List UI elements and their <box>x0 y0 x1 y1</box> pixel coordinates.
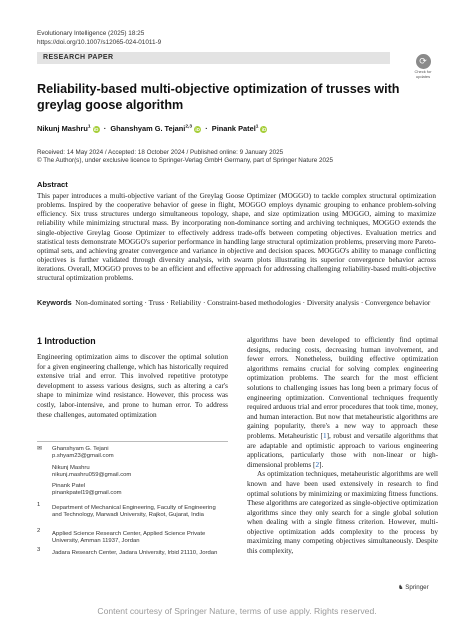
orcid-icon[interactable]: iD <box>195 126 200 132</box>
keywords-text: Non-dominated sorting · Truss · Reliability · Constraint-based methodologies · Diversity analysis · Convergence behavior <box>75 299 431 307</box>
courtesy-notice: Content courtesy of Springer Nature, terms of use apply. Rights reserved. <box>97 606 377 616</box>
paragraph-text: ], robust and versatile algorithms that are adaptable and optimistic approach to various engineering applications, particularly those with non-linear or high-dimensional problems [ <box>247 431 438 469</box>
orcid-icon[interactable]: iD <box>93 126 99 132</box>
author-contact-email[interactable]: pinankpatel19@gmail.com <box>52 490 122 497</box>
publisher-logo <box>398 584 429 591</box>
abstract-text: This paper introduces a multi-objective variant of the Greylag Goose Optimizer (MOGGO) to tackle complex structural optimization problems. Inspired by the cooperative behavior of geese in flight, MOGGO employs dynamic grouping to enhance problem-solving efficiency. Six truss structures undergo simultaneous topology, shape, and size optimization using MOGGO, aiming to maximize reliability while minimizing structural mass. By incorporating non-dominance sorting and archiving techniques, MOGGO extends the single-objective Greylag Goose Optimizer to effectively address trade-offs between competing objectives. Evaluation metrics and statistical tests demonstrate MOGGO's superior performance in handling large structural optimization problems, preserving more Pareto-optimal sets, and achieving greater convergence and variance in objective and decision spaces. MOGGO's ability to manage conflicting objectives is further validated through diversity analysis, with swarm plots illustrating its superior convergence behavior across iterations. Overall, MOGGO proves to be an efficient and effective approach for addressing challenging reliability-based multi-objective structural optimization problems. <box>37 192 436 283</box>
affiliation-text: Jadara Research Center, Jadara University, Irbid 21110, Jordan <box>52 550 218 556</box>
check-updates-label: Check for updates <box>414 69 432 79</box>
intro-column-right <box>247 336 438 557</box>
author-contact-name: Pinank Patel <box>52 483 86 489</box>
check-updates-icon: ⟳ <box>416 54 431 69</box>
author-affiliation: 1 <box>87 124 91 130</box>
paper-title: Reliability-based multi-objective optimization of trusses with greylag goose algorithm <box>37 82 400 112</box>
publication-dates <box>37 149 333 165</box>
copyright-notice: © The Author(s), under exclusive licence to Springer-Verlag GmbH Germany, part of Springer Nature 2025 <box>37 157 333 165</box>
intro-paragraph-1 <box>247 336 438 470</box>
affiliation-text: Department of Mechanical Engineering, Faculty of Engineering and Technology, Marwadi University, Rajkot, Gujarat, India <box>52 505 216 519</box>
check-for-updates[interactable] <box>408 54 438 79</box>
doi-link[interactable]: https://doi.org/10.1007/s12065-024-01011-9 <box>37 38 162 46</box>
author-contact <box>37 465 224 480</box>
citation-link[interactable]: 1 <box>322 431 327 440</box>
author-affiliation: 2,3 <box>185 124 193 130</box>
journal-header <box>37 30 161 47</box>
keywords <box>37 298 436 308</box>
author-name[interactable]: Pinank Patel <box>211 124 256 133</box>
footnote-divider <box>37 441 228 442</box>
section-label: RESEARCH PAPER <box>43 53 114 61</box>
history-dates: Received: 14 May 2024 / Accepted: 18 October 2024 / Published online: 9 January 2025 <box>37 149 284 156</box>
envelope-icon: ✉ <box>37 446 42 452</box>
abstract-heading: Abstract <box>37 180 68 189</box>
affiliation: 2 Applied Science Research Center, Applied Science Private University, Amman 11937, Jordan <box>37 531 224 546</box>
author-contact-name: Nikunj Mashru <box>52 465 90 471</box>
affiliation: 3 Jadara Research Center, Jadara University, Irbid 21110, Jordan <box>37 550 224 557</box>
springer-horse-icon: ♞ <box>398 584 404 591</box>
affiliation-text: Applied Science Research Center, Applied Science Private University, Amman 11937, Jordan <box>52 531 206 545</box>
contact-name: Ghanshyam G. Tejani <box>52 446 109 452</box>
paragraph-text: ]. <box>319 460 324 469</box>
author-contact-email[interactable]: nikunj.mashru059@gmail.com <box>52 472 132 479</box>
keywords-label: Keywords <box>37 298 72 307</box>
contact-email[interactable]: p.shyam23@gmail.com <box>52 453 114 460</box>
author-contact <box>37 483 224 498</box>
corresponding-author <box>37 446 224 461</box>
orcid-icon[interactable]: iD <box>261 126 267 132</box>
paragraph-text: algorithms have been developed to efficiently find optimal designs, reducing costs, decreasing human involvement, and fewer errors. Nonetheless, building effective optimization algorithms remains crucial for solving complex engineering optimization problems. The search for the most efficient solutions to challenging issues has long been a primary focus of engineering optimization. Conventional techniques frequently required arduous trial and error procedures that took time, money, and human interaction. But now that metaheuristic algorithms are gaining popularity, there's a new way to approach these problems. Metaheuristic [ <box>247 336 438 440</box>
citation-link[interactable]: 2 <box>315 460 320 469</box>
intro-paragraph-2: As optimization techniques, metaheuristic algorithms are well known and have been used extensively in research to find optimal solutions by minimizing or maximizing fitness functions. These algorithms are categorized as single-objective optimization algorithms since they only search for a single global solution when dealing with a single fitness criterion. However, multi-objective optimization adds complexity to the process by maximizing many competing objectives simultaneously. Despite this complexity, <box>247 470 438 556</box>
author-name[interactable]: Ghanshyam G. Tejani <box>110 124 186 133</box>
journal-citation: Evolutionary Intelligence (2025) 18:25 <box>37 30 145 37</box>
author-affiliation: 1 <box>255 124 259 130</box>
author-name[interactable]: Nikunj Mashru <box>37 124 88 133</box>
author-list: Nikunj Mashru$^1$ iD · Ghanshyam G. Tejani$^{2,3}$ iD · Pinank Patel$^1$ iD <box>37 124 267 133</box>
affiliation: 1 Department of Mechanical Engineering, Faculty of Engineering and Technology, Marwadi University, Rajkot, Gujarat, India <box>37 505 224 520</box>
intro-column-left: Engineering optimization aims to discover the optimal solution for a given engineering challenge, which has historically required extensive trial and error. This involved repetitive prototype development to assess various designs, such as altering a car's shape to minimize wind resistance. However, this process was costly, labor-intensive, and prone to human error. To address these challenges, automated optimization <box>37 353 228 419</box>
publisher-name: Springer <box>405 584 429 591</box>
section-heading-introduction: 1 Introduction <box>37 336 96 346</box>
